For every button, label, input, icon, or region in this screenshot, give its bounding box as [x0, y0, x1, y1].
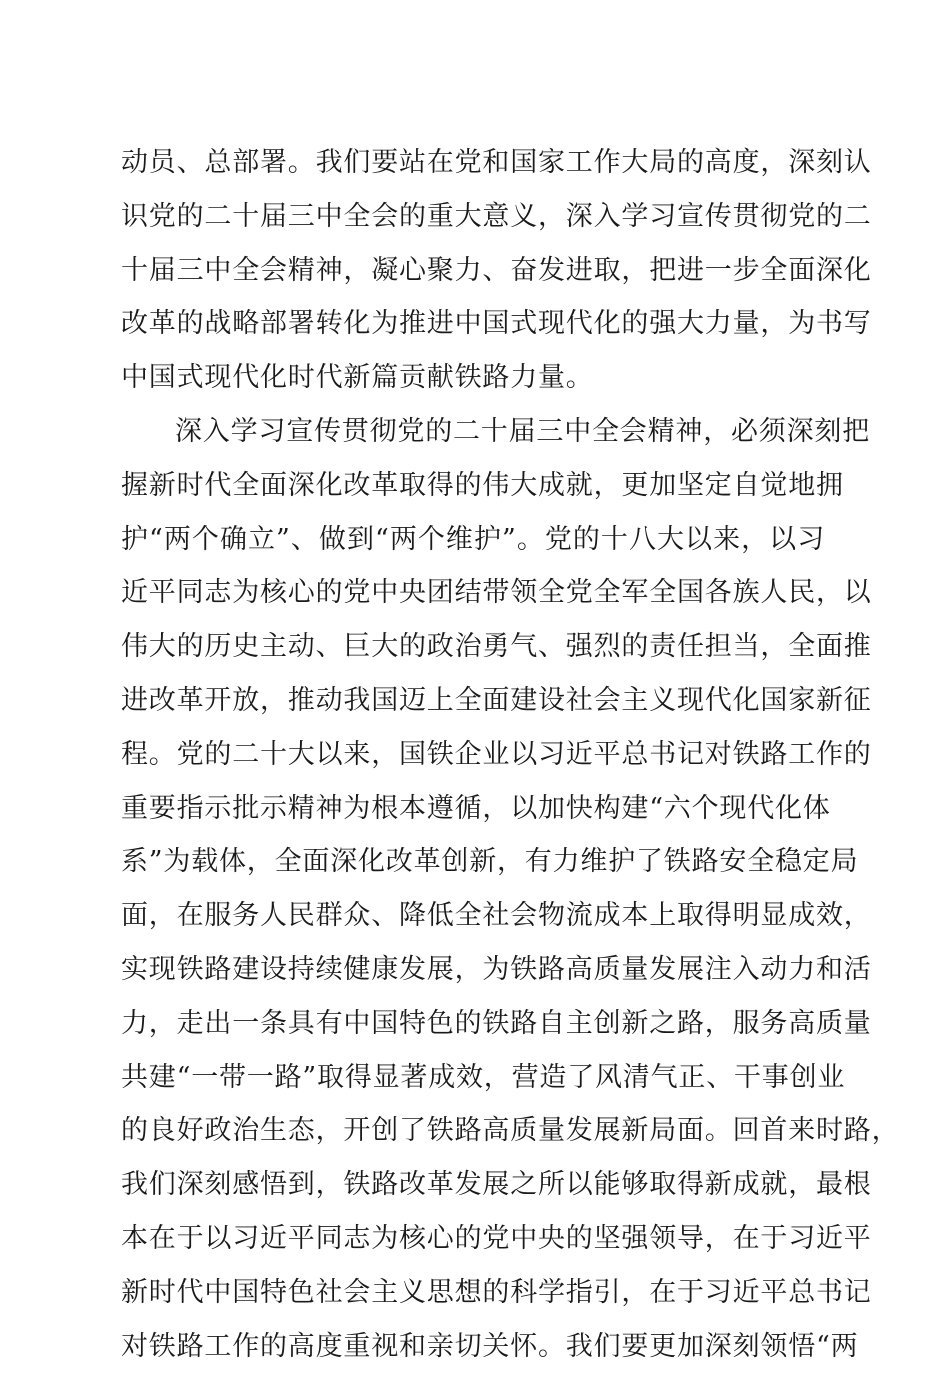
text-line: 力，走出一条具有中国特色的铁路自主创新之路，服务高质量: [121, 1007, 872, 1039]
text-line: 面，在服务人民群众、降低全社会物流成本上取得明显成效，: [121, 900, 872, 932]
text-line: 我们深刻感悟到，铁路改革发展之所以能够取得新成就，最根: [121, 1169, 872, 1201]
text-line: 的良好政治生态，开创了铁路高质量发展新局面。回首来时路，: [121, 1115, 900, 1147]
paragraph-1: [121, 136, 872, 405]
text-line: 本在于以习近平同志为核心的党中央的坚强领导，在于习近平: [121, 1222, 872, 1254]
text-line: 近平同志为核心的党中央团结带领全党全军全国各族人民，以: [121, 577, 872, 609]
text-line: 握新时代全面深化改革取得的伟大成就，更加坚定自觉地拥: [121, 469, 844, 501]
text-line: 系”为载体，全面深化改革创新，有力维护了铁路安全稳定局: [121, 846, 859, 878]
text-line: 新时代中国特色社会主义思想的科学指引，在于习近平总书记: [121, 1276, 872, 1308]
text-line: 深入学习宣传贯彻党的二十届三中全会精神，必须深刻把: [175, 415, 870, 447]
text-line: 共建“一带一路”取得显著成效，营造了风清气正、干事创业: [121, 1061, 846, 1093]
text-line: 程。党的二十大以来，国铁企业以习近平总书记对铁路工作的: [121, 738, 872, 770]
text-line: 进改革开放，推动我国迈上全面建设社会主义现代化国家新征: [121, 684, 872, 716]
text-line: 实现铁路建设持续健康发展，为铁路高质量发展注入动力和活: [121, 953, 872, 985]
text-line: 动员、总部署。我们要站在党和国家工作大局的高度，深刻认: [121, 147, 872, 178]
text-line: 护“两个确立”、做到“两个维护”。党的十八大以来，以习: [121, 523, 825, 555]
text-line: 中国式现代化时代新篇贡献铁路力量。: [121, 362, 594, 394]
paragraph-2: [121, 405, 900, 1373]
text-line: 改革的战略部署转化为推进中国式现代化的强大力量，为书写: [121, 308, 872, 340]
text-line: 对铁路工作的高度重视和亲切关怀。我们要更加深刻领悟“两: [121, 1330, 859, 1362]
text-line: 识党的二十届三中全会的重大意义，深入学习宣传贯彻党的二: [121, 200, 872, 232]
text-line: 十届三中全会精神，凝心聚力、奋发进取，把进一步全面深化: [121, 254, 872, 286]
document-body: [121, 136, 900, 1373]
text-line: 重要指示批示精神为根本遵循，以加快构建“六个现代化体: [121, 792, 831, 824]
text-line: 伟大的历史主动、巨大的政治勇气、强烈的责任担当，全面推: [121, 631, 872, 663]
